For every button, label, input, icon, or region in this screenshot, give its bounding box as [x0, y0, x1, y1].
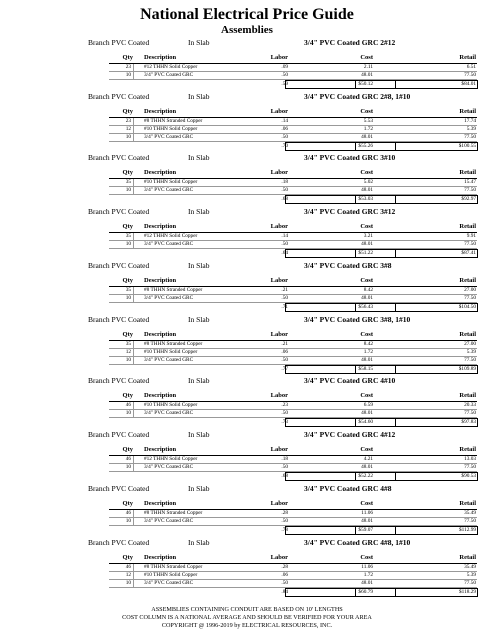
- cell-labor: .50: [281, 464, 288, 470]
- column-header-cost: Cost: [360, 331, 373, 338]
- column-header-retail: Retail: [459, 500, 476, 507]
- cell-labor: .50: [281, 518, 288, 524]
- column-header-retail: Retail: [459, 277, 476, 284]
- table-row: [109, 126, 477, 134]
- table-row: [109, 187, 477, 195]
- cell-retail: 35.49: [464, 564, 476, 570]
- cell-retail: 9.91: [466, 233, 476, 239]
- table-row: [109, 241, 477, 249]
- cell-retail: 27.00: [464, 287, 476, 293]
- cell-retail: 77.50: [464, 580, 476, 586]
- cell-retail: 6.51: [466, 64, 476, 70]
- totals-row: [109, 249, 477, 257]
- column-header-description: Description: [144, 169, 177, 176]
- column-header-description: Description: [144, 392, 177, 399]
- cell-desc: #8 THHN Stranded Copper: [144, 341, 203, 347]
- column-header-cost: Cost: [360, 500, 373, 507]
- column-header-labor: Labor: [270, 554, 288, 561]
- footer-note-cost: COST COLUMN IS A NATIONAL AVERAGE AND SHOULD BE VERIFIED FOR YOUR AREA: [122, 614, 372, 621]
- cell-desc: #10 THHN Solid Copper: [144, 349, 198, 355]
- cell-qty: 10: [109, 134, 134, 141]
- column-header-description: Description: [144, 331, 177, 338]
- cell-desc: #12 THHN Solid Copper: [144, 456, 198, 462]
- table-row: [109, 72, 477, 80]
- total-retail: $84.01: [461, 81, 476, 87]
- column-header-qty: Qty: [122, 108, 133, 115]
- totals-row: [109, 526, 477, 534]
- cell-cost: 1.72: [363, 572, 373, 578]
- total-cost: $60.79: [358, 589, 373, 595]
- column-header-retail: Retail: [459, 554, 476, 561]
- cell-cost: 48.01: [361, 580, 373, 586]
- cell-desc: #12 THHN Solid Copper: [144, 233, 198, 239]
- assembly-section: [0, 37, 494, 91]
- cell-retail: 5.39: [466, 349, 476, 355]
- cell-cost: 8.42: [363, 341, 373, 347]
- cell-cost: 48.01: [361, 295, 373, 301]
- cell-labor: .18: [281, 456, 288, 462]
- cell-desc: #8 THHN Stranded Copper: [144, 510, 203, 516]
- total-cost: $59.07: [358, 527, 373, 533]
- assembly-header: [0, 91, 494, 103]
- cell-qty: 10: [109, 72, 134, 79]
- assembly-section: [0, 91, 494, 152]
- cell-desc: 3/4" PVC Coated GRC: [144, 410, 194, 416]
- column-header-qty: Qty: [122, 169, 133, 176]
- totals-row: [109, 303, 477, 311]
- assembly-header: [0, 429, 494, 441]
- cell-qty: 10: [109, 357, 134, 364]
- total-retail: $87.41: [461, 250, 476, 256]
- assembly-name: 3/4" PVC Coated GRC 4#8, 1#10: [304, 538, 411, 547]
- column-header-retail: Retail: [459, 169, 476, 176]
- cell-desc: #10 THHN Solid Copper: [144, 402, 198, 408]
- total-retail: $112.99: [458, 527, 476, 533]
- cell-qty: 10: [109, 580, 134, 587]
- table-row: [109, 341, 477, 349]
- total-cost: $53.03: [358, 196, 373, 202]
- total-cost: $51.22: [358, 250, 373, 256]
- cell-qty: 35: [109, 341, 134, 348]
- column-header-description: Description: [144, 108, 177, 115]
- table-row: [109, 134, 477, 142]
- page-subtitle: Assemblies: [221, 24, 273, 36]
- assembly-location: In Slab: [188, 484, 210, 493]
- cell-qty: 10: [109, 464, 134, 471]
- cell-qty: 46: [109, 510, 134, 517]
- column-header-qty: Qty: [122, 500, 133, 507]
- cell-qty: 46: [109, 564, 134, 571]
- cell-desc: 3/4" PVC Coated GRC: [144, 241, 194, 247]
- column-header-row: [109, 168, 477, 179]
- totals-row: [109, 418, 477, 426]
- assembly-header: [0, 206, 494, 218]
- column-header-cost: Cost: [360, 169, 373, 176]
- cell-labor: .50: [281, 134, 288, 140]
- column-header-cost: Cost: [360, 54, 373, 61]
- assembly-location: In Slab: [188, 430, 210, 439]
- cell-labor: .23: [281, 402, 288, 408]
- cell-retail: 77.50: [464, 464, 476, 470]
- column-header-labor: Labor: [270, 277, 288, 284]
- cell-retail: 5.39: [466, 572, 476, 578]
- cell-retail: 35.49: [464, 510, 476, 516]
- column-header-retail: Retail: [459, 331, 476, 338]
- cell-cost: 5.02: [363, 179, 373, 185]
- column-header-qty: Qty: [122, 446, 133, 453]
- column-header-row: [109, 330, 477, 341]
- cell-labor: .50: [281, 357, 288, 363]
- cell-labor: .50: [281, 580, 288, 586]
- assembly-header: [0, 314, 494, 326]
- cell-retail: 77.50: [464, 410, 476, 416]
- cell-cost: 6.59: [363, 402, 373, 408]
- cell-labor: .14: [281, 118, 288, 124]
- column-header-row: [109, 276, 477, 287]
- total-cost: $54.60: [358, 419, 373, 425]
- cell-labor: .21: [281, 287, 288, 293]
- assembly-category: Branch PVC Coated: [88, 38, 150, 47]
- cell-desc: 3/4" PVC Coated GRC: [144, 357, 194, 363]
- total-retail: $109.89: [458, 366, 476, 372]
- cell-desc: 3/4" PVC Coated GRC: [144, 134, 194, 140]
- cell-labor: .50: [281, 241, 288, 247]
- column-header-qty: Qty: [122, 331, 133, 338]
- total-labor: .59: [281, 81, 288, 87]
- total-labor: .77: [281, 366, 288, 372]
- cell-desc: 3/4" PVC Coated GRC: [144, 295, 194, 301]
- cell-cost: 48.01: [361, 72, 373, 78]
- cell-qty: 23: [109, 64, 134, 71]
- cell-desc: #10 THHN Solid Copper: [144, 179, 198, 185]
- total-labor: .78: [281, 527, 288, 533]
- total-retail: $97.83: [461, 419, 476, 425]
- column-header-retail: Retail: [459, 108, 476, 115]
- table-row: [109, 179, 477, 187]
- assembly-section: [0, 375, 494, 429]
- totals-row: [109, 365, 477, 373]
- cell-cost: 48.01: [361, 187, 373, 193]
- cell-labor: .28: [281, 510, 288, 516]
- cell-desc: #10 THHN Solid Copper: [144, 572, 198, 578]
- table-row: [109, 287, 477, 295]
- assembly-header: [0, 375, 494, 387]
- assembly-name: 3/4" PVC Coated GRC 4#10: [304, 376, 396, 385]
- table-row: [109, 357, 477, 365]
- column-header-retail: Retail: [459, 54, 476, 61]
- column-header-labor: Labor: [270, 446, 288, 453]
- cell-cost: 5.53: [363, 118, 373, 124]
- column-header-qty: Qty: [122, 277, 133, 284]
- total-retail: $90.53: [461, 473, 476, 479]
- table-row: [109, 464, 477, 472]
- assembly-section: [0, 314, 494, 375]
- column-header-description: Description: [144, 500, 177, 507]
- assembly-name: 3/4" PVC Coated GRC 2#8, 1#10: [304, 92, 411, 101]
- assembly-name: 3/4" PVC Coated GRC 2#12: [304, 38, 396, 47]
- cell-qty: 10: [109, 187, 134, 194]
- totals-row: [109, 80, 477, 88]
- cell-cost: 48.01: [361, 134, 373, 140]
- assembly-header: [0, 537, 494, 549]
- assembly-header: [0, 260, 494, 272]
- assembly-section: [0, 483, 494, 537]
- table-row: [109, 580, 477, 588]
- total-cost: $52.22: [358, 473, 373, 479]
- total-labor: .68: [281, 196, 288, 202]
- column-header-cost: Cost: [360, 108, 373, 115]
- cell-labor: .06: [281, 572, 288, 578]
- assembly-name: 3/4" PVC Coated GRC 3#8: [304, 261, 392, 270]
- cell-retail: 77.50: [464, 295, 476, 301]
- cell-qty: 12: [109, 126, 134, 133]
- total-labor: .73: [281, 419, 288, 425]
- column-header-labor: Labor: [270, 392, 288, 399]
- cell-cost: 48.01: [361, 518, 373, 524]
- column-header-row: [109, 499, 477, 510]
- column-header-labor: Labor: [270, 108, 288, 115]
- footer-copyright: COPYRIGHT @ 1996-2019 by ELECTRICAL RESOURCES, INC.: [161, 622, 333, 629]
- cell-qty: 35: [109, 233, 134, 240]
- cell-desc: #8 THHN Stranded Copper: [144, 118, 203, 124]
- cell-cost: 3.21: [363, 233, 373, 239]
- cell-labor: .14: [281, 233, 288, 239]
- cell-cost: 11.06: [361, 564, 373, 570]
- cell-desc: #10 THHN Solid Copper: [144, 126, 198, 132]
- column-header-labor: Labor: [270, 169, 288, 176]
- cell-qty: 12: [109, 572, 134, 579]
- cell-retail: 15.47: [464, 179, 476, 185]
- table-row: [109, 349, 477, 357]
- assembly-location: In Slab: [188, 92, 210, 101]
- cell-cost: 1.72: [363, 349, 373, 355]
- assembly-category: Branch PVC Coated: [88, 538, 150, 547]
- column-header-row: [109, 445, 477, 456]
- column-header-qty: Qty: [122, 54, 133, 61]
- totals-row: [109, 142, 477, 150]
- cell-qty: 10: [109, 518, 134, 525]
- assembly-header: [0, 152, 494, 164]
- column-header-row: [109, 53, 477, 64]
- total-labor: .68: [281, 473, 288, 479]
- table-row: [109, 518, 477, 526]
- cell-cost: 2.11: [363, 64, 373, 70]
- assembly-name: 3/4" PVC Coated GRC 4#8: [304, 484, 392, 493]
- cell-retail: 5.39: [466, 126, 476, 132]
- total-cost: $56.43: [358, 304, 373, 310]
- cell-qty: 12: [109, 349, 134, 356]
- cell-cost: 48.01: [361, 410, 373, 416]
- cell-labor: .50: [281, 295, 288, 301]
- cell-retail: 77.50: [464, 357, 476, 363]
- assembly-location: In Slab: [188, 315, 210, 324]
- assembly-section: [0, 537, 494, 598]
- column-header-cost: Cost: [360, 277, 373, 284]
- assembly-section: [0, 152, 494, 206]
- cell-labor: .50: [281, 187, 288, 193]
- cell-qty: 46: [109, 456, 134, 463]
- column-header-retail: Retail: [459, 446, 476, 453]
- total-labor: .64: [281, 250, 288, 256]
- cell-cost: 48.01: [361, 357, 373, 363]
- cell-cost: 11.06: [361, 510, 373, 516]
- assembly-category: Branch PVC Coated: [88, 484, 150, 493]
- table-row: [109, 295, 477, 303]
- total-labor: .84: [281, 589, 288, 595]
- column-header-labor: Labor: [270, 331, 288, 338]
- cell-retail: 77.50: [464, 134, 476, 140]
- cell-labor: .18: [281, 179, 288, 185]
- table-row: [109, 64, 477, 72]
- cell-retail: 77.50: [464, 518, 476, 524]
- column-header-row: [109, 107, 477, 118]
- table-row: [109, 410, 477, 418]
- assembly-category: Branch PVC Coated: [88, 92, 150, 101]
- table-row: [109, 456, 477, 464]
- assembly-location: In Slab: [188, 207, 210, 216]
- cell-labor: .21: [281, 341, 288, 347]
- column-header-row: [109, 222, 477, 233]
- cell-qty: 35: [109, 179, 134, 186]
- totals-row: [109, 195, 477, 203]
- column-header-qty: Qty: [122, 392, 133, 399]
- page-title: National Electrical Price Guide: [140, 6, 354, 23]
- total-retail: $100.55: [458, 143, 476, 149]
- cell-retail: 13.03: [464, 456, 476, 462]
- cell-desc: #8 THHN Stranded Copper: [144, 564, 203, 570]
- cell-qty: 46: [109, 402, 134, 409]
- cell-desc: 3/4" PVC Coated GRC: [144, 187, 194, 193]
- column-header-qty: Qty: [122, 223, 133, 230]
- cell-retail: 77.50: [464, 241, 476, 247]
- total-cost: $58.15: [358, 366, 373, 372]
- column-header-qty: Qty: [122, 554, 133, 561]
- assembly-location: In Slab: [188, 538, 210, 547]
- cell-retail: 77.50: [464, 72, 476, 78]
- assembly-name: 3/4" PVC Coated GRC 3#8, 1#10: [304, 315, 411, 324]
- cell-labor: .28: [281, 564, 288, 570]
- cell-cost: 1.72: [363, 126, 373, 132]
- cell-retail: 17.74: [464, 118, 476, 124]
- cell-qty: 35: [109, 287, 134, 294]
- cell-desc: 3/4" PVC Coated GRC: [144, 72, 194, 78]
- cell-qty: 10: [109, 295, 134, 302]
- cell-retail: 20.33: [464, 402, 476, 408]
- cell-desc: 3/4" PVC Coated GRC: [144, 518, 194, 524]
- cell-desc: 3/4" PVC Coated GRC: [144, 580, 194, 586]
- column-header-row: [109, 553, 477, 564]
- total-retail: $104.50: [458, 304, 476, 310]
- table-row: [109, 233, 477, 241]
- column-header-retail: Retail: [459, 223, 476, 230]
- cell-cost: 48.01: [361, 464, 373, 470]
- column-header-labor: Labor: [270, 54, 288, 61]
- column-header-description: Description: [144, 223, 177, 230]
- assembly-category: Branch PVC Coated: [88, 261, 150, 270]
- cell-qty: 10: [109, 241, 134, 248]
- assembly-header: [0, 483, 494, 495]
- total-retail: $92.97: [461, 196, 476, 202]
- column-header-row: [109, 391, 477, 402]
- cell-labor: .09: [281, 64, 288, 70]
- totals-row: [109, 472, 477, 480]
- column-header-retail: Retail: [459, 392, 476, 399]
- assembly-section: [0, 206, 494, 260]
- assembly-name: 3/4" PVC Coated GRC 4#12: [304, 430, 396, 439]
- column-header-labor: Labor: [270, 223, 288, 230]
- table-row: [109, 564, 477, 572]
- cell-cost: 8.42: [363, 287, 373, 293]
- cell-cost: 4.21: [363, 456, 373, 462]
- table-row: [109, 118, 477, 126]
- cell-labor: .50: [281, 410, 288, 416]
- column-header-description: Description: [144, 54, 177, 61]
- totals-row: [109, 588, 477, 596]
- cell-desc: #12 THHN Solid Copper: [144, 64, 198, 70]
- assembly-location: In Slab: [188, 376, 210, 385]
- cell-labor: .06: [281, 126, 288, 132]
- assembly-category: Branch PVC Coated: [88, 207, 150, 216]
- cell-retail: 77.50: [464, 187, 476, 193]
- column-header-cost: Cost: [360, 446, 373, 453]
- assembly-section: [0, 260, 494, 314]
- assembly-name: 3/4" PVC Coated GRC 3#12: [304, 207, 396, 216]
- column-header-cost: Cost: [360, 392, 373, 399]
- cell-labor: .06: [281, 349, 288, 355]
- total-cost: $50.12: [358, 81, 373, 87]
- cell-cost: 48.01: [361, 241, 373, 247]
- assembly-category: Branch PVC Coated: [88, 430, 150, 439]
- total-cost: $55.26: [358, 143, 373, 149]
- assembly-name: 3/4" PVC Coated GRC 3#10: [304, 153, 396, 162]
- cell-labor: .50: [281, 72, 288, 78]
- table-row: [109, 402, 477, 410]
- assembly-header: [0, 37, 494, 49]
- assembly-section: [0, 429, 494, 483]
- column-header-cost: Cost: [360, 223, 373, 230]
- cell-qty: 10: [109, 410, 134, 417]
- footer-note-conduit: ASSEMBLIES CONTAINING CONDUIT ARE BASED ON 10' LENGTHS: [151, 606, 343, 613]
- column-header-description: Description: [144, 277, 177, 284]
- cell-retail: 27.00: [464, 341, 476, 347]
- total-labor: .70: [281, 143, 288, 149]
- assembly-category: Branch PVC Coated: [88, 376, 150, 385]
- assembly-location: In Slab: [188, 153, 210, 162]
- cell-qty: 23: [109, 118, 134, 125]
- table-row: [109, 572, 477, 580]
- total-retail: $118.29: [458, 589, 476, 595]
- column-header-labor: Labor: [270, 500, 288, 507]
- table-row: [109, 510, 477, 518]
- assembly-category: Branch PVC Coated: [88, 153, 150, 162]
- total-labor: .71: [281, 304, 288, 310]
- assembly-location: In Slab: [188, 261, 210, 270]
- cell-desc: 3/4" PVC Coated GRC: [144, 464, 194, 470]
- column-header-cost: Cost: [360, 554, 373, 561]
- column-header-description: Description: [144, 446, 177, 453]
- column-header-description: Description: [144, 554, 177, 561]
- assembly-category: Branch PVC Coated: [88, 315, 150, 324]
- assemblies-list: [0, 37, 494, 598]
- assembly-location: In Slab: [188, 38, 210, 47]
- cell-desc: #8 THHN Stranded Copper: [144, 287, 203, 293]
